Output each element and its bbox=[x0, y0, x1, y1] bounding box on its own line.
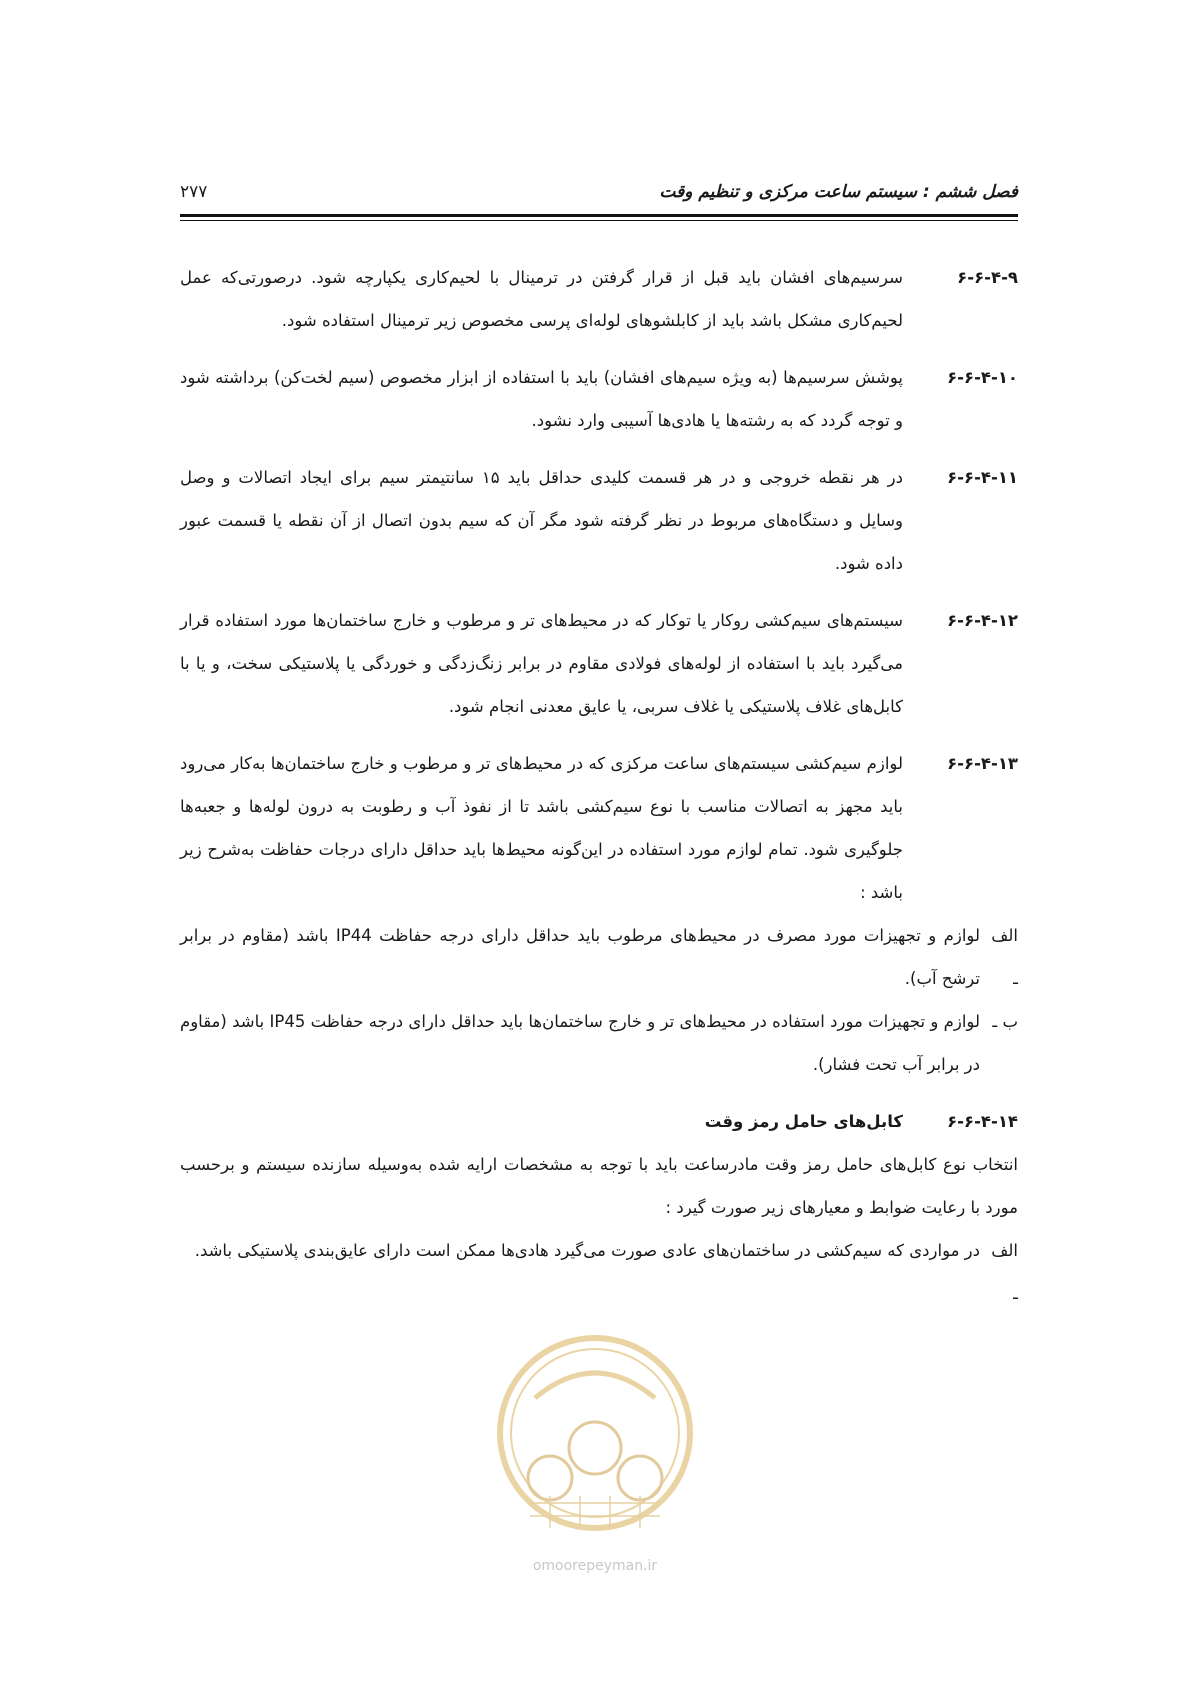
clause-number: ۶-۶-۴-۱۴ bbox=[947, 1112, 1018, 1131]
clause-text: سرسیم‌های افشان باید قبل از قرار گرفتن در ترمینال با لحیم‌کاری یکپارچه شود. درصورتی‌که عمل لحیم‌کاری مشکل باشد باید از کابلشوهای لوله‌ای پرسی مخصوص زیر ترمینال استفاده شود. bbox=[180, 268, 903, 330]
watermark-logo bbox=[490, 1328, 700, 1578]
clause-13-sub-a bbox=[180, 914, 1018, 1000]
header-rule-thick bbox=[180, 214, 1018, 217]
clause-13-sub-b bbox=[180, 1000, 1018, 1086]
watermark-site: omoorepeyman.ir bbox=[532, 1558, 658, 1574]
sub-text: لوازم و تجهیزات مورد مصرف در محیط‌های مرطوب باید حداقل دارای درجه حفاظت IP44 باشد (مقاوم در برابر ترشح آب). bbox=[180, 926, 980, 988]
clause-text: پوشش سرسیم‌ها (به ویژه سیم‌های افشان) باید با استفاده از ابزار مخصوص (سیم لخت‌کن) برداشته شود و توجه گردد که به رشته‌ها یا هادی‌ها آسیبی وارد نشود. bbox=[180, 368, 903, 430]
watermark-emblem-icon bbox=[490, 1328, 700, 1558]
clause-heading: کابل‌های حامل رمز وقت bbox=[704, 1112, 903, 1131]
clause-number: ۶-۶-۴-۱۲ bbox=[947, 611, 1018, 630]
sub-letter: الف ـ bbox=[991, 926, 1018, 988]
clause-14 bbox=[180, 1100, 1018, 1143]
header-rule-thin bbox=[180, 220, 1018, 221]
clause-number: ۶-۶-۴-۹ bbox=[957, 268, 1018, 287]
clause-10 bbox=[180, 356, 1018, 442]
clause-9 bbox=[180, 256, 1018, 342]
clause-text: لوازم سیم‌کشی سیستم‌های ساعت مرکزی که در محیط‌های تر و مرطوب و خارج ساختمان‌ها به‌کار می‌رود باید مجهز به اتصالات مناسب با نوع سیم‌کشی باشد تا از نفوذ آب و رطوبت به درون لوله‌ها و جعبه‌ها جلوگیری شود. تمام لوازم مورد استفاده در این‌گونه محیط‌ها باید حداقل دارای درجات حفاظت به‌شرح زیر باشد : bbox=[180, 754, 903, 902]
clause-text: در هر نقطه خروجی و در هر قسمت کلیدی حداقل باید ۱۵ سانتیمتر سیم برای ایجاد اتصالات و وصل وسایل و دستگاه‌های مربوط در نظر گرفته شود مگر آن که سیم بدون اتصال از آن نقطه یا قسمت عبور داده شود. bbox=[180, 468, 903, 573]
clause-14-intro: انتخاب نوع کابل‌های حامل رمز وقت مادرساعت باید با توجه به مشخصات ارایه شده به‌وسیله سازنده سیستم و برحسب مورد با رعایت ضوابط و معیارهای زیر صورت گیرد : bbox=[180, 1155, 1018, 1217]
sub-letter: الف ـ bbox=[991, 1241, 1018, 1303]
page-body bbox=[180, 256, 1018, 1303]
clause-number: ۶-۶-۴-۱۰ bbox=[947, 368, 1018, 387]
page-header bbox=[180, 182, 1018, 212]
clause-14-sub-a bbox=[180, 1229, 1018, 1303]
sub-letter: ب ـ bbox=[992, 1012, 1018, 1031]
clause-number: ۶-۶-۴-۱۱ bbox=[947, 468, 1018, 487]
page-number: ۲۷۷ bbox=[180, 182, 208, 202]
clause-11 bbox=[180, 456, 1018, 585]
sub-text: لوازم و تجهیزات مورد استفاده در محیط‌های تر و خارج ساختمان‌ها باید حداقل دارای درجه حفاظت IP45 باشد (مقاوم در برابر آب تحت فشار). bbox=[180, 1012, 980, 1074]
clause-13 bbox=[180, 742, 1018, 914]
clause-12 bbox=[180, 599, 1018, 728]
chapter-title: فصل ششم : سیستم ساعت مرکزی و تنظیم وقت bbox=[659, 182, 1018, 202]
clause-text: سیستم‌های سیم‌کشی روکار یا توکار که در محیط‌های تر و مرطوب و خارج ساختمان‌ها مورد استفاده قرار می‌گیرد باید با استفاده از لوله‌های فولادی مقاوم در برابر زنگ‌زدگی و خوردگی یا پلاستیکی سخت، و یا با کابل‌های غلاف پلاستیکی یا غلاف سربی، یا عایق معدنی انجام شود. bbox=[180, 611, 903, 716]
clause-number: ۶-۶-۴-۱۳ bbox=[947, 754, 1018, 773]
sub-text: در مواردی که سیم‌کشی در ساختمان‌های عادی صورت می‌گیرد هادی‌ها ممکن است دارای عایق‌بندی پلاستیکی باشد. bbox=[194, 1241, 980, 1260]
